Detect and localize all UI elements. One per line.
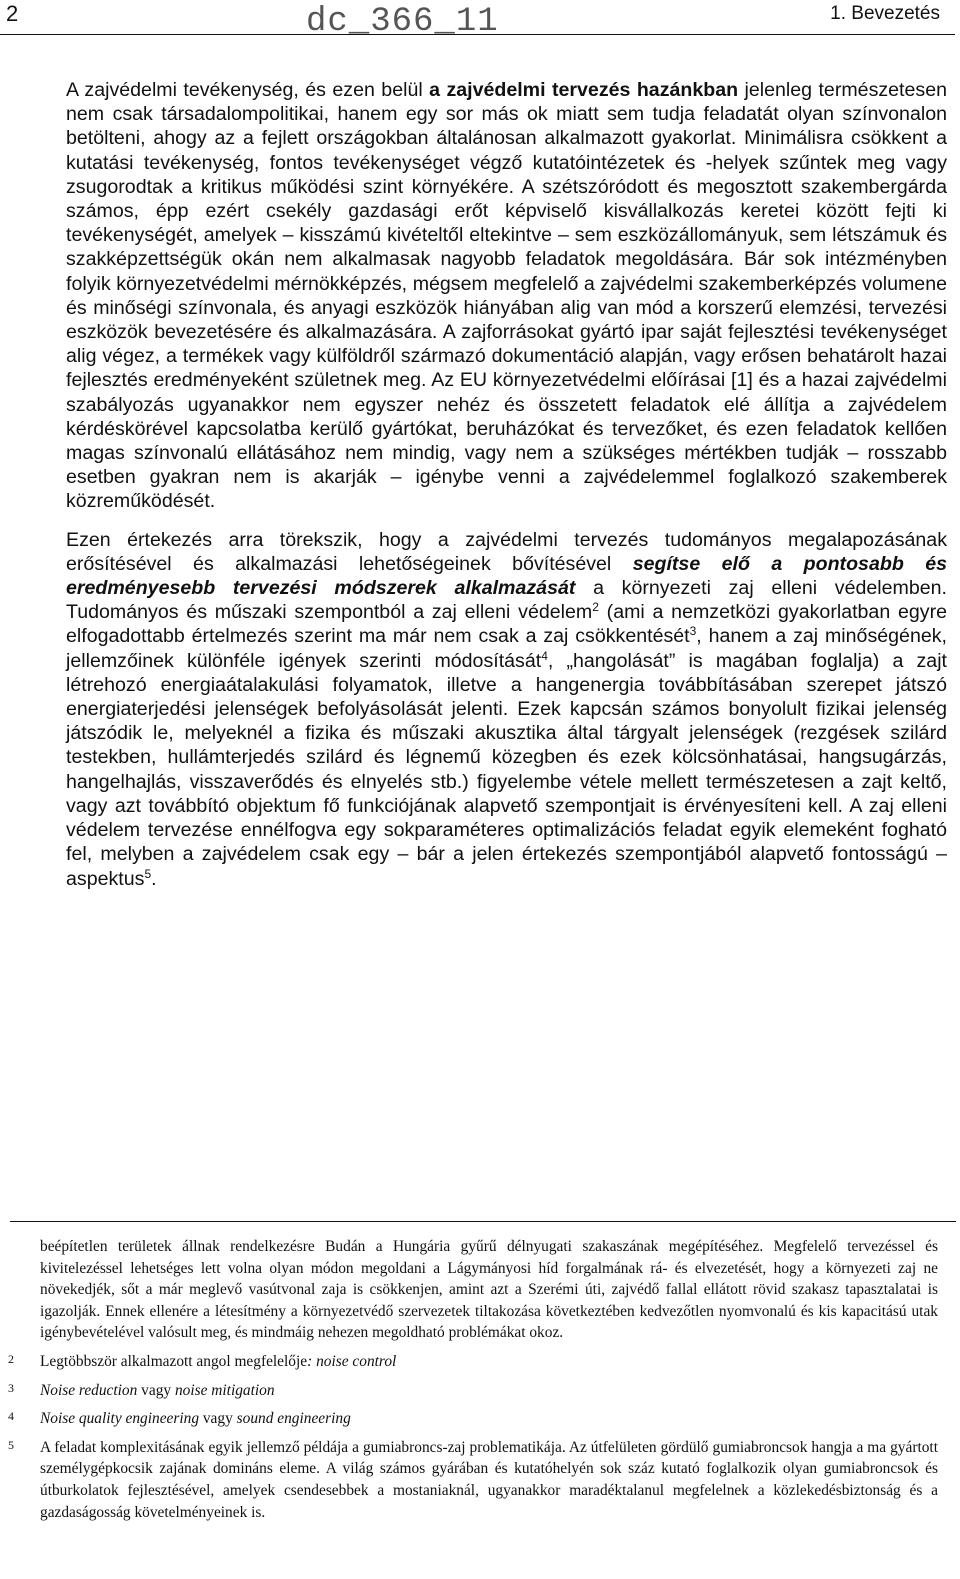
footnote-number: 3 [8,1380,14,1395]
footnote-text [40,1351,938,1373]
footnote-2 [0,1351,938,1373]
text-run: a környezeti zaj elleni védelemben. Tudományos és műszaki szempontból a zaj elleni védelem [66,577,947,624]
footnote-text: A feladat komplexitásának egyik jellemző példája a gumiabroncs-zaj problematikája. Az útfelületen gördülő gumiabroncsok hangja a ma gyártott személygépkocsik zajának domináns eleme. A világ számos gyárában és kutatóhelyén sok száz kutató foglalkozik olyan gumiabroncsok és útburkolatok fejlesztésével, amelyek csendesebbek a mostaniaknál, ugyanakkor maradéktalanul megfelelnek a közlekedésbiztonság és a gazdaságosság követelményeinek is. [40,1438,938,1521]
italic-run: : noise control [307,1352,397,1370]
footnote-text [40,1408,938,1430]
footnote-3 [0,1380,938,1402]
italic-run: sound engineering [236,1410,351,1428]
footnote-4 [0,1408,938,1430]
document-id-watermark: dc_366_11 [306,3,499,41]
italic-run: noise mitigation [174,1381,275,1399]
emphasis-bold: a zajvédelmi tervezés hazánkban [429,79,739,101]
footnote-text [40,1380,938,1402]
text-run: (ami a nemzetközi gyakorlatban egyre elfogadottabb értelmezés szerint ma már nem csak a zaj csökkentését [66,601,947,648]
footnotes [0,1236,960,1523]
footnote-ref-4[interactable]: 4 [541,648,548,663]
text-run: Ezen értekezés arra törekszik, hogy a zajvédelmi tervezés tudományos megalapozásának erősítésével és alkalmazási lehetőségeinek bővítésével [66,528,947,575]
footnote-number: 4 [8,1409,14,1424]
text-run: , „hangolását” is magában foglalja) a zajt létrehozó energiaátalakulási folyamatok, illetve a hangenergia továbbításában szerepet játszó energiaterjedési jelenségek befolyásolását jelenti. Ezek kapcsán számos bonyolult fizikai jelenség játszódik le, melyeknél a fizika és műszaki akusztika által tárgyalt jelenségek (rezgések szilárd testekben, hullámterjedés szilárd és légnemű közegben és ezek kölcsönhatásai, hangsugárzás, hangelhajlás, visszaverődés és elnyelés stb.) figyelembe vétele mellett természetesen a zajt keltő, vagy azt továbbító objektum fő funkciójának alapvető szempontjait is érvényesíteni kell. A zaj elleni védelem tervezése ennélfogva egy sokparaméteres optimalizációs feladat egyik elemeként fogható fel, melyben a zajvédelem csak egy – bár a jelen értekezés szempontjából alapvető fontosságú – aspektus [66,649,948,890]
footnote-ref-3[interactable]: 3 [689,624,697,639]
body-text [66,78,947,891]
footnote-continuation [0,1236,938,1344]
footnote-text: beépítetlen területek állnak rendelkezésre Budán a Hungária gyűrű délnyugati szakaszának megépítéséhez. Megfelelő tervezéssel és kivitelezéssel lehetséges lett volna olyan módon megoldani a Lágymányosi híd forgalmának rá- és elvezetését, hogy a környezeti zaj ne növekedjék, sőt a már meglevő vasútvonal zaja is csökkenjen, amint azt a Szerémi úti, zajvédő fallal ellátott rövid szakasz tapasztalatai is igazolják. Ennek ellenére a létesítmény a környezetvédő szervezetek tiltakozása következtében kedvezőtlen nyomvonalú és kis kapacitású utak igénybevételével valósult meg, és mindmáig nehezen megoldható problémákat okoz. [40,1238,938,1342]
text-run: . [151,867,157,890]
page-number: 2 [6,1,19,26]
text-run: Legtöbbször alkalmazott angol megfelelője [40,1352,308,1370]
footnote-ref-5[interactable]: 5 [144,866,152,881]
emphasis-bold-italic: segítse elő a pontosabb és eredményesebb tervezési módszerek alkalmazását [66,552,947,600]
header-rule [0,34,955,35]
footnote-rule [10,1221,956,1222]
text-run: jelenleg természetesen nem csak társadalompolitikai, hanem egy sor más ok miatt sem tudja feladatát olyan színvonalon betölteni, ahogy az a fejlett országokban általánosan alkalmazott gyakorlat. Minimálisra csökkent a kutatási tevékenység, fontos tevékenységet végző kutatóintézetek és -helyek szűntek meg vagy zsugorodtak a kritikus működési szint környékére. A szétszóródott és megosztott szakembergárda számos, épp ezért csekély gazdasági erőt képviselő kisvállalkozás keretei között fejti ki tevékenységét, amelyek – kisszámú kivételtől eltekintve – sem eszközállományuk, sem létszámuk és szakképzettségük okán nem alkalmasak nagyobb feladatok megoldására. Bár sok intézményben folyik környezetvédelmi mérnökképzés, mégsem megfelelő a zajvédelmi szakemberképzés volumene és minőségi színvonala, és anyagi eszközök hiányában alig van mód a korszerű elemzési, tervezési eszközök bevezetésére és alkalmazására. A zajforrásokat gyártó ipar saját fejlesztési tevékenységet alig végez, a termékek vagy külföldről származó dokumentáció alapján, vagy erősen behatárolt hazai fejlesztés eredményeként születnek meg. Az EU környezetvédelmi előírásai [1] és a hazai zajvédelmi szabályozás ugyanakkor nem egyszer nehéz és összetett feladatok elé állítja a zajvédelem kérdéskörével kapcsolatba kerülő gyártókat, beruházókat és tervezőket, és ezen feladatok kellően magas színvonalú ellátásához nem mindig, vagy nem a szükséges mértékben tudják – rosszabb esetben gyakran nem is akarják – igénybe venni a zajvédelemmel foglalkozó szakemberek közreműködését. [66,79,947,513]
footnote-number: 2 [8,1351,14,1366]
running-head: 1. Bevezetés [830,3,940,24]
paragraph-2 [66,528,947,891]
paragraph-1 [66,78,947,514]
italic-run: Noise quality engineering [40,1410,200,1428]
text-run: vagy [199,1410,237,1428]
footnote-ref-2[interactable]: 2 [592,600,599,615]
italic-run: Noise reduction [40,1381,138,1399]
text-run: , hanem a zaj minőségének, jellemzőinek különféle igények szerinti módosítását [66,625,947,672]
text-run: vagy [137,1381,175,1399]
footnote-5 [0,1437,938,1523]
footnote-number: 5 [8,1437,14,1452]
text-run: A zajvédelmi tevékenység, és ezen belül [66,79,430,101]
